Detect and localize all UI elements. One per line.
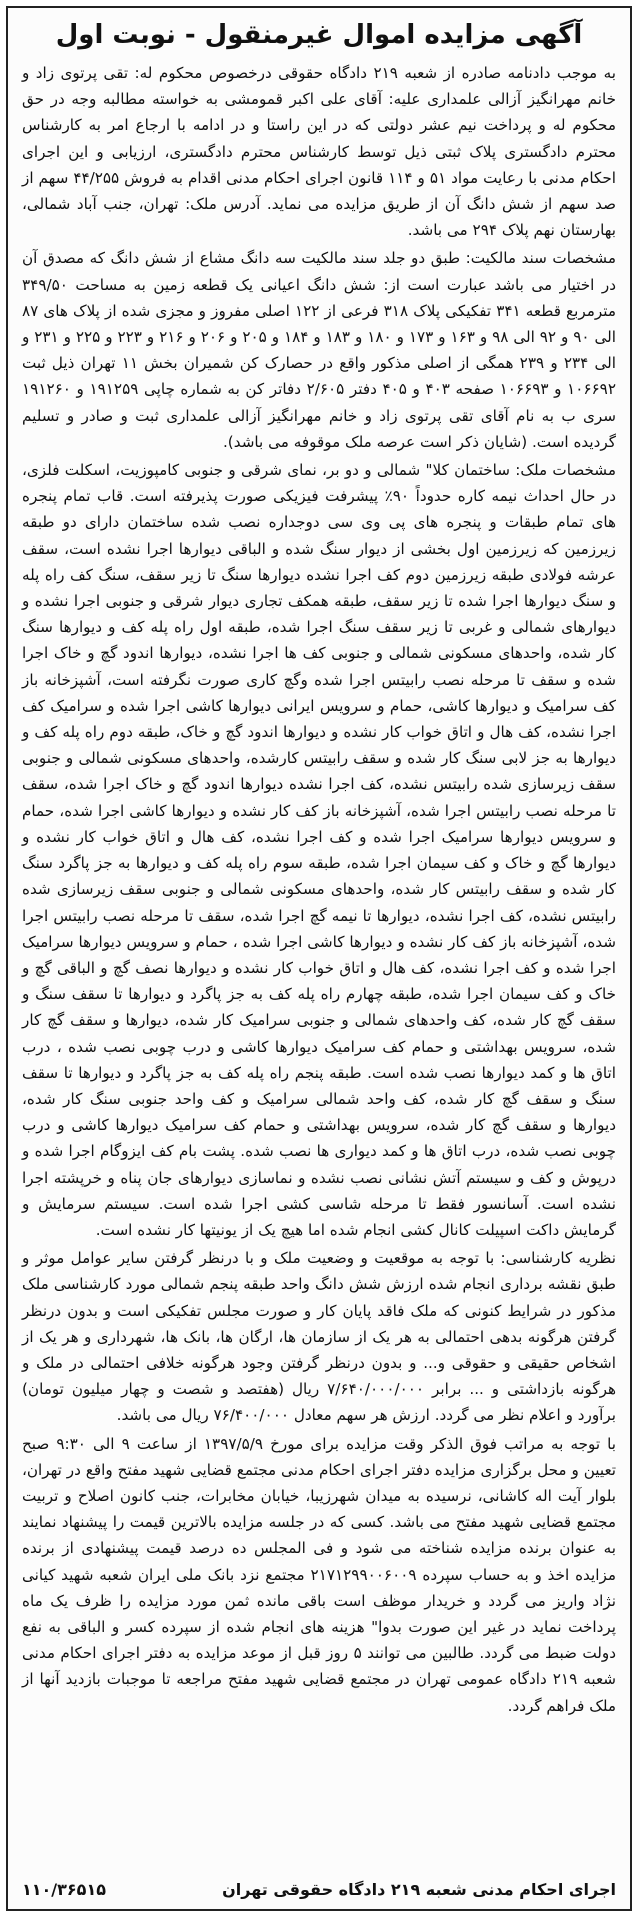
notice-title: آگهی مزایده اموال غیرمنقول - نوبت اول — [55, 20, 583, 50]
property-specs-paragraph: مشخصات ملک: ساختمان کلا" شمالی و دو بر، نمای شرقی و جنوبی کامپوزیت، اسکلت فلزی، در حال احداث نیمه کاره حدوداً ۹۰٪ پیشرفت فیزیکی صورت پذیرفته است. قاب تمام پنجره های تمام طبقات و پنجره های پی وی سی دوجداره نصب شده ساختمان دارای دو طبقه زیرزمین که زیرزمین اول بخشی از دیوار سنگ شده و الباقی دیوارها اجرا نشده است، سقف عرشه فولادی طبقه زیرزمین دوم کف اجرا نشده دیوارها سنگ تا زیر سقف، سنگ کف راه پله و سنگ دیوارها اجرا شده تا زیر سقف، طبقه همکف تجاری دیوار شرقی و جنوبی اجرا نشده و دیوارهای شمالی و غربی تا زیر سقف سنگ اجرا شده، طبقه اول راه پله کف و دیوارها سنگ کار شده، واحدهای مسکونی شمالی و جنوبی کف ها اجرا نشده، دیوارها اندود گچ و خاک اجرا شده و سقف تا مرحله نصب رابیتس اجرا شده وگچ کاری صورت نگرفته است، آشپزخانه باز کف سرامیک و دیوارها کاشی، حمام و سرویس ایرانی دیوارها کاشی اجرا شده و سرامیک کف اجرا نشده، کف هال و اتاق خواب کار نشده و دیوارها اندود گچ و خاک، طبقه دوم راه پله کف و دیوارها به جز لابی سنگ کار شده و سقف رابیتس کارشده، واحدهای مسکونی شمالی و جنوبی سقف زیرسازی شده رابیتس نشده، کف اجرا نشده دیوارها اندود گچ و خاک اجرا شده، سقف تا مرحله نصب رابیتس اجرا شده، آشپزخانه باز کف کار نشده و دیوارها کاشی اجرا شده، حمام و سرویس دیوارها سرامیک اجرا شده و کف اجرا نشده، کف هال و اتاق خواب کار نشده و دیوارها گچ و خاک و کف سیمان اجرا شده، طبقه سوم راه پله کف و دیوارها به جز پاگرد سنگ کار شده و سقف رابیتس کار شده، واحدهای مسکونی شمالی و جنوبی سقف زیرسازی شده رابیتس نشده، کف اجرا نشده، دیوارها تا نیمه گچ اجرا شده، سقف تا مرحله نصب رابیتس اجرا شده، آشپزخانه باز کف کار نشده و دیوارها کاشی اجرا شده ، حمام و سرویس دیوارها سرامیک اجرا شده و کف اجرا نشده، کف هال و اتاق خواب کار نشده و دیوارها نصف گچ و الباقی گچ و خاک و کف سیمان اجرا شده، طبقه چهارم راه پله کف به جز پاگرد و دیوارها تا سقف سنگ و سقف گچ کار شده، کف واحدهای شمالی و جنوبی سرامیک کار شده، دیوارها و سقف گچ کار شده، سرویس بهداشتی و حمام کف سرامیک دیوارها کاشی و درب چوبی نصب شده ، درب اتاق ها و کمد دیوارها نصب شده است. طبقه پنجم راه پله کف به جز پاگرد و دیوارها تا سقف سنگ و سقف گچ کار شده، کف واحد شمالی سرامیک و کف واحد جنوبی سنگ کار شده، دیوارها و سقف گچ کار شده، سرویس بهداشتی و حمام کف سرامیک دیوارها کاشی و درب چوبی نصب شده، درب اتاق ها و کمد دیواری ها نصب شده. پشت بام کف ایزوگام اجرا شده و درپوش و کف و سیستم آتش نشانی نصب نشده و نماسازی دیوارهای جان پناه و خرپشته اجرا نشده است. آسانسور فقط تا مرحله شاسی کشی اجرا شده است. سیستم سرمایش و گرمایش داکت اسپیلت کانال کشی انجام شده اما هیچ یک از یونیتها کار نشده است. — [22, 461, 616, 1239]
reference-number: ۱۱۰/۳۶۵۱۵ — [22, 1880, 106, 1899]
auction-terms-paragraph: با توجه به مراتب فوق الذکر وقت مزایده برای مورخ ۱۳۹۷/۵/۹ از ساعت ۹ الی ۹:۳۰ صبح تعیین و محل برگزاری مزایده دفتر اجرای احکام مدنی مجتمع قضایی شهید مفتح واقع در تهران، بلوار آیت اله کاشانی، نرسیده به میدان شهرزیبا، خیابان مخابرات، جنب کانون اصلاح و تربیت مجتمع قضایی شهید مفتح می باشد. کسی که در جلسه مزایده بالاترین قیمت را پیشنهاد نمایند به عنوان برنده مزایده شناخته می شود و فی المجلس ده درصد قیمت پیشنهادی از برنده مزایده اخذ و به حساب سپرده ۲۱۷۱۲۹۹۰۰۶۰۰۹ مجتمع نزد بانک ملی ایران شعبه شهید کیانی نژاد واریز می گردد و خریدار موظف است باقی مانده ثمن مورد مزایده را ظرف یک ماه پرداخت نماید در غیر این صورت بدوا" هزینه های انجام شده از سپرده کسر و الباقی به نفع دولت ضبط می گردد. طالبین می توانند ۵ روز قبل از موعد مزایده به دفتر اجرای احکام مدنی شعبه ۲۱۹ دادگاه عمومی تهران در مجتمع قضایی شهید مفتح مراجعه تا موجبات بازدید آنها از ملک فراهم گردد. — [22, 1434, 617, 1715]
expert-opinion-paragraph: نظریه کارشناسی: با توجه به موقعیت و وضعیت ملک و با درنظر گرفتن سایر عوامل موثر و طبق نقشه برداری انجام شده ارزش شش دانگ واحد طبقه پنجم شمالی مورد کارشناسی ملک مذکور در شرایط کنونی که ملک فاقد پایان کار و صورت مجلس تفکیکی است و بدون درنظر گرفتن هرگونه بدهی احتمالی به هر یک از سازمان ها، ارگان ها، بانک ها، شهرداری و هر یک از اشخاص حقیقی و حقوقی و... و بدون درنظر گرفتن وجود هرگونه خلافی احتمالی در ملک و هرگونه بازداشتی و ... برابر ۷/۶۴۰/۰۰۰/۰۰۰ ریال (هفتصد و شصت و چهار میلیون تومان) برآورد و اعلام نظر می گردد. ارزش هر سهم معادل ۷۶/۴۰۰/۰۰۰ ریال می باشد. — [22, 1249, 616, 1425]
issuer-signature: اجرای احکام مدنی شعبه ۲۱۹ دادگاه حقوقی تهران — [222, 1880, 616, 1899]
auction-notice — [6, 6, 632, 1911]
notice-intro-paragraph: به موجب دادنامه صادره از شعبه ۲۱۹ دادگاه حقوقی درخصوص محکوم له: تقی پرتوی زاد و خانم مهرانگیز آزالی علمداری علیه: آقای علی اکبر قمومشی به خواسته مطالبه وجه در حق محکوم له و پرداخت نیم عشر دولتی که در این راستا و در ادامه با ارجاع امر به کارشناس محترم دادگستری پلاک ثبتی ذیل توسط کارشناس محترم دادگستری، ارزیابی و این اجرای احکام مدنی با رعایت مواد ۵۱ و ۱۱۴ قانون اجرای احکام مدنی اقدام به فروش ۴۴/۲۵۵ سهم از صد سهم از شش دانگ آن از طریق مزایده می نماید. آدرس ملک: تهران، جنب آباد شمالی، بهارستان نهم پلاک ۲۹۴ می باشد. — [22, 64, 616, 240]
deed-specs-paragraph: مشخصات سند مالکیت: طبق دو جلد سند مالکیت سه دانگ مشاع از شش دانگ که مصدق آن در اختیار می باشد عبارت است از: شش دانگ اعیانی یک قطعه زمین به مساحت ۳۴۹/۵۰ مترمربع قطعه ۳۴۱ تفکیکی پلاک ۳۱۸ فرعی از ۱۲۲ اصلی مفروز و مجزی شده از پلاک های ۸۷ الی ۹۰ و ۹۲ الی ۹۸ و ۱۶۳ و ۱۷۳ و ۱۸۰ و ۱۸۳ و ۱۸۴ و ۲۰۵ و ۲۰۶ و ۲۱۶ و ۲۲۳ و ۲۲۵ و ۲۳۱ و الی ۲۳۴ و ۲۳۹ همگی از اصلی مذکور واقع در حصارک کن شمیران بخش ۱۱ تهران ذیل ثبت ۱۰۶۶۹۲ و ۱۰۶۶۹۳ صفحه ۴۰۳ و ۴۰۵ دفتر ۲/۶۰۵ دفاتر کن به شماره چاپی ۱۹۱۲۵۹ و ۱۹۱۲۶۰ سری ب به نام آقای تقی پرتوی زاد و خانم مهرانگیز آزالی علمداری ثبت و صادر و تسلیم گردیده است. (شایان ذکر است عرصه ملک موقوفه می باشد). — [22, 249, 616, 451]
notice-footer — [22, 1880, 616, 1899]
